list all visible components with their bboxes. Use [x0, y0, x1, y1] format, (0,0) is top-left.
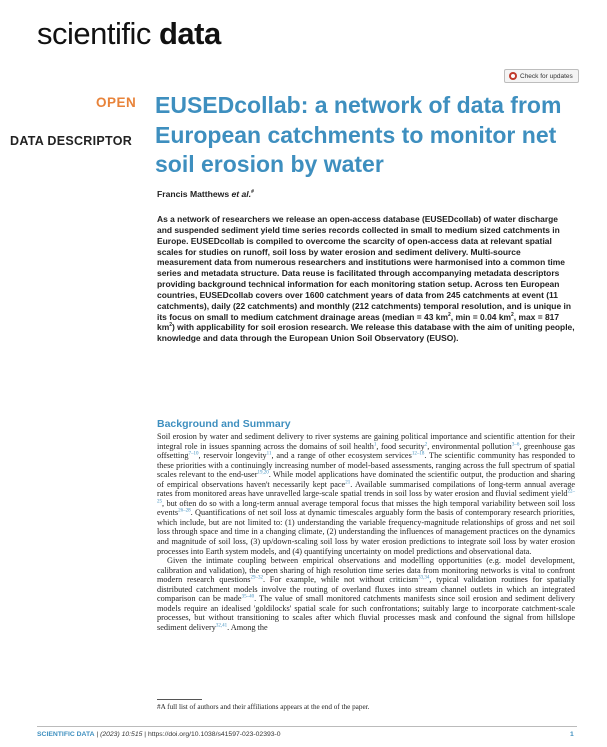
body-text-run: , environmental pollution: [427, 441, 512, 451]
footnote: #A full list of authors and their affiliations appears at the end of the paper.: [157, 703, 370, 711]
citation-ref[interactable]: 2: [424, 441, 428, 447]
abstract: [157, 214, 575, 344]
abstract-text-4: ) with applicability for soil erosion research. We release this database with the aim of uniting people, knowledge and data through the European Union Soil Observatory (EUSO).: [157, 322, 575, 344]
citation-ref[interactable]: 35–40: [241, 594, 255, 600]
journal-logo-light: scientific: [37, 16, 159, 51]
author-etal: et al.: [231, 189, 252, 199]
refresh-icon: [509, 72, 517, 80]
paragraph-1: [157, 432, 575, 556]
body-text-run: . The value of small monitored catchments manifests since soil erosion and sediment delivery models require an idealised 'goldilocks' spatial scale for such confrontations; suitably large to incorporate catchment-scale processes, but without transitioning to scales after which fluvial processes mask and confound the signal from hillslope sediment delivery: [157, 594, 576, 632]
abstract-text-1: As a network of researchers we release an open-access database (EUSEDcollab) of water discharge and suspended sediment yield time series records collected in small to medium sized catchments in Europe. EUSEDcollab is compiled to overcome the scarcity of open-access data at relevant spatial scales for studies on runoff, soil loss by water erosion and sediment delivery. Multi-source measurement data from numerous researchers and institutions were harmonised into a common time series and metadata structure. Data reuse is facilitated through accompanying metadata descriptors providing background technical information for each monitoring station setup. Across ten European countries, EUSEDcollab covers over 1600 catchment years of data from 245 catchments at event (11 catchments), daily (22 catchments) and monthly (212 catchments) temporal resolution, and is unique in its focus on small to medium catchment drainage areas (median = 43 km: [157, 214, 571, 322]
abstract-text-2: , min = 0.04 km: [450, 311, 512, 322]
body-text-run: , and a range of other ecosystem services: [271, 451, 412, 461]
citation-ref[interactable]: 1: [373, 441, 377, 447]
body-text: [157, 432, 575, 632]
check-updates-label: Check for updates: [520, 72, 573, 80]
author-name: Francis Matthews: [157, 189, 232, 199]
citation-ref[interactable]: 19,20: [257, 470, 269, 476]
abstract-sup-1: 2: [447, 311, 451, 318]
abstract-text-3: , max = 817 km: [157, 311, 560, 333]
footer: [37, 731, 281, 738]
body-text-run: Soil erosion by water and sediment delivery to river systems are gaining political importance and scientific attention for their integral role in issues spanning across the domains of soil health: [157, 432, 575, 451]
body-text-run: . Quantifications of net soil loss at dynamic timescales arguably form the basis of contemporary research priorities, which include, but are not limited to: (1) understanding the variable frequency-magnitude relationships of gross and net soil loss through space and time in a changing climate, (2) understanding the influences of management practices on the dynamics and magnitude of soil loss, (3) up/down-scaling soil loss by water erosion predictions to integrate soil loss by water erosion processes into Earth system models, and (4) quantifying uncertainty on model predictions and observational data.: [157, 508, 575, 556]
footer-citation: (2023) 10:515: [100, 731, 143, 738]
check-updates-button[interactable]: [504, 69, 579, 83]
paragraph-2: [157, 556, 575, 632]
body-text-run: , food security: [376, 441, 425, 451]
abstract-sup-3: 2: [169, 322, 172, 329]
body-text-run: , but often do so with a long-term annual average temporal focus that misses the high temporal variability between soil loss events: [157, 498, 575, 518]
footer-doi[interactable]: | https://doi.org/10.1038/s41597-023-02393-0: [142, 731, 281, 738]
body-text-run: . While model applications have dominated the scientific output, the production and sharing of empirical observations haven't necessarily kept pace: [157, 470, 575, 489]
citation-ref[interactable]: 32,41: [215, 623, 228, 629]
body-text-run: , reservoir longevity: [198, 451, 267, 461]
footer-journal: SCIENTIFIC DATA: [37, 731, 95, 738]
author-line: [157, 189, 254, 199]
open-access-label: OPEN: [96, 95, 137, 110]
citation-ref[interactable]: 12–18: [411, 451, 425, 457]
footer-sep: |: [94, 731, 101, 738]
citation-ref[interactable]: 21: [345, 479, 351, 485]
section-heading: Background and Summary: [157, 418, 291, 430]
body-text-run: . Among the: [227, 622, 268, 632]
citation-ref[interactable]: 3–6: [511, 441, 520, 447]
footnote-rule: [157, 699, 202, 700]
citation-ref[interactable]: 29–32: [250, 575, 263, 581]
abstract-sup-2: 2: [511, 311, 514, 318]
body-text-run: Given the intimate coupling between empirical observations and modelling opportunities (e.g. model development, calibration and validation), the open sharing of high resolution time series data from monitoring networks is vital to confront modern research questions: [157, 556, 575, 585]
citation-ref[interactable]: 22–25: [157, 489, 575, 505]
body-text-run: . Available summarised compilations of long-term annual average rates from monitored areas have unravelled large-scale spatial trends in soil loss by water erosion and fluvial sediment yield: [157, 479, 575, 499]
citation-ref[interactable]: 11: [266, 451, 272, 457]
page-number: 1: [570, 731, 574, 738]
author-mark: #: [251, 189, 254, 196]
body-text-run: , typical validation routines for spatially distributed catchment models involve the routing of overland fluxes into stream channel outlets in which an integrated comparison can be made: [157, 575, 576, 604]
footer-rule: [37, 726, 577, 727]
citation-ref[interactable]: 33,34: [418, 575, 430, 581]
citation-ref[interactable]: 7–10: [188, 451, 199, 457]
body-text-run: . For example, while not without criticism: [262, 575, 419, 585]
journal-logo-bold: data: [158, 16, 221, 51]
body-text-run: , greenhouse gas offsetting: [157, 441, 576, 461]
journal-logo: [37, 16, 221, 52]
body-text-run: . The scientific community has responded to these priorities with a continuingly increasing number of model-based assessments, ranging across the full spectrum of spatial scales relevant to the end-user: [157, 451, 576, 480]
article-title: EUSEDcollab: a network of data from European catchments to monitor net soil erosion by water: [155, 92, 562, 177]
article-type-label: DATA DESCRIPTOR: [10, 134, 133, 148]
citation-ref[interactable]: 26–28: [178, 508, 191, 514]
